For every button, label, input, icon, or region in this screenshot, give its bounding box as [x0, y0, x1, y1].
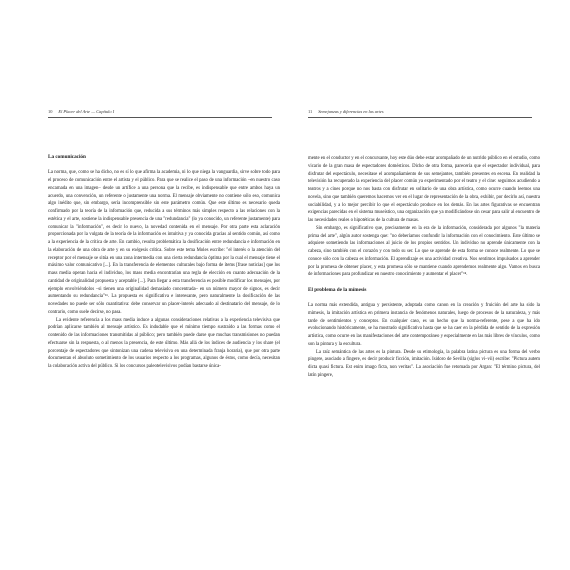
paragraph: mente en el conductor y en el concursante, hoy este dúo debe estar acompañado de un nutrido público en el estudio, como vicario de la gran masa de espectadores domésticos. Dicho de otra forma, parecería que el espectador individual, para disfrutar del espectáculo, necesitase el acompañamiento de sus semejantes, también presentes en escena. En realidad la televisión ha recuperado la experiencia del placer común ya experimentado por el teatro y el cine: seguimos acudiendo a teatros y a cines porque no nos basta con disfrutar en solitario de una obra artística, como ocurre cuando leemos una novela, sino que también queremos hacernos ver en el lugar de representación de la obra, exhibir, por decirlo así, nuestra sociabilidad, y a lo mejor percibir lo que el espectáculo produce en los demás. En las artes figurativas se encuentran exigencias parecidas en el sistema museístico, una organización que ya modificándose sin cesar para salir al encuentro de las necesidades reales o hipotéticas de la cultura de masas.	[308, 156, 540, 223]
paragraph: La evidente referencia a los mass media induce a algunas consideraciones relativas a la experiencia televisiva que podrían aplicarse también al mensaje artístico. Es indudable que el mínimo tiempo sustraído a las formas como el contenido de las informaciones transmitidas al público; pero también puede darse que muchas transmisiones no puedan efectuarse sin la respuesta, o al menos la presencia, de este último. Más allá de los índices de audiencia y los share (el porcentaje de espectadores que sintonizan una cadena televisiva en una determinada franja horaria), que por otra parte documentan el absoluto sometimiento de los usuarios respecto a los programas, algunos de éstos, como decía, necesitan la colaboración activa del público. Si los concursos paleotelevisivos podían bastarse única-	[48, 317, 280, 370]
right-page-number: 11	[308, 109, 313, 114]
right-running-head-title: Semejanzas y diferencias en las artes	[318, 109, 384, 114]
paragraph: La raíz semántica de las artes es la pintura. Desde su etimología, la palabra latina pictura es una forma del verbo pingere, asociado a fingere, es decir producir ficción, imitación. Isidoro de Sevilla (siglos vi–vii) escribe: "Pictura autem dicta quasi fictura. Est enim imago ficta, non veritas". La asociación fue retomada por Argan: "El término pictura, del latín pingere,	[308, 349, 540, 378]
left-running-head-title: El Placer del Arte — Capítulo I	[58, 109, 115, 114]
right-header-rule	[308, 117, 532, 118]
left-page-body	[48, 154, 280, 371]
left-running-head	[48, 109, 114, 115]
left-page-number: 10	[48, 109, 53, 114]
left-header-rule	[48, 117, 272, 118]
paragraph: La norma más extendida, antigua y persistente, adoptada como canon en la creación y fruición del arte ha sido la mímesis, la imitación artística en primera instancia de fenómenos naturales, luego de procesos de la naturaleza, y más tarde de sentimientos y conceptos. En cualquier caso, es un hecho que la norma-referente, pese a que ha ido evolucionando históricamente, se ha mostrado significativa hasta que se ha caer en la pérdida de sentido de la expresión artística, como ocurre en las manifestaciones del arte contemporáneo y especialmente en las más libres de vínculos, como son la pintura y la escultura.	[308, 303, 540, 347]
paragraph: Sin embargo, es significativo que, precisamente en la era de la información, considerada por algunos "la materia prima del arte", algún autor sostenga que: "no deberíamos confundir la información con el conocimiento. Este último se adquiere sometiendo las informaciones al juicio de los propios sentidos. Un individuo no aprende únicamente con la cabeza, sino también con el corazón y con todo su ser. Lo que se aprende de esta forma se conoce realmente. Lo que se conoce sólo con la cabeza es información. El aprendizaje es una actividad creativa. Nos sentimos impulsados a aprender por la promesa de obtener placer, y esta promesa sólo se mantiene cuando aprendemos realmente algo. Vamos en busca de informaciones para profundizar en nuestro conocimiento y aumentar el placer"¹⁸.	[308, 225, 540, 278]
paragraph: La norma, que, como se ha dicho, no es sí lo que afirma la academia, ni lo que niega la vanguardia, sirve sobre todo para el proceso de comunicación entre el artista y el público. Para que se realice el paso de una información –en nuestro caso encarnada en una imagen– desde un artífice a una persona que la recibe, es indispensable que entre ambos haya un acuerdo, una convención, un referente o justamente una norma. El mensaje obviamente no contiene sólo eso, comunica algo inédito que, sin embargo, sería incomprensible sin este parámetro común. Que este último es necesario queda confirmado por la teoría de la información que, reducida a sus términos más simples respecto a las relaciones con la estética y el arte, sostiene la indispensable presencia de una "redundancia" (lo ya conocido, un referente justamente) para comunicar la "información", es decir lo nuevo, la novedad contenida en el mensaje. Por otra parte esta aclaración proporcionada por la vulgata de la teoría de la información es intuitiva y ya conocida gracias al sentido común, así como a la experiencia de la crítica de arte. En cambio, resulta problemática la dosificación entre redundancia e información en la elaboración de una obra de arte y en su exégesis crítica. Sobre este tema Moles escribe: "el interés o la atención del receptor por el mensaje se sitúa en una zona intermedia con una cierta redundancia óptima por la cual el mensaje tiene el máximo valor comunicativo [...]. En la transferencia de elementos culturales bajo forma de ítems [frase noticias] que los mass media operan hacia el individuo, los mass media encontrarían una regla de elección en cuanto adecuación de la cantidad de originalidad propuesta y aceptable [...]. Para llegar a esta transferencia es posible modificar los mensajes, por ejemplo envolviéndolos –si tienen una originalidad demasiado concentrada– en un número mayor de signos, es decir aumentando su redundancia"¹⁶. La propuesta es significativa e interesante, pero naturalmente la dosificación de las novedades no puede ser sólo cuantitativa: debe conservar un placer-interés adecuado al destinatario del mensaje, de lo contrario, como suele decirse, no pasa.	[48, 170, 280, 315]
section-heading-mimesis: El problema de la mímesis	[308, 286, 367, 293]
right-page-body	[308, 155, 540, 380]
section-spacer	[308, 279, 540, 287]
right-running-head	[308, 109, 384, 115]
section-heading-comunicacion: La comunicación	[48, 154, 86, 160]
